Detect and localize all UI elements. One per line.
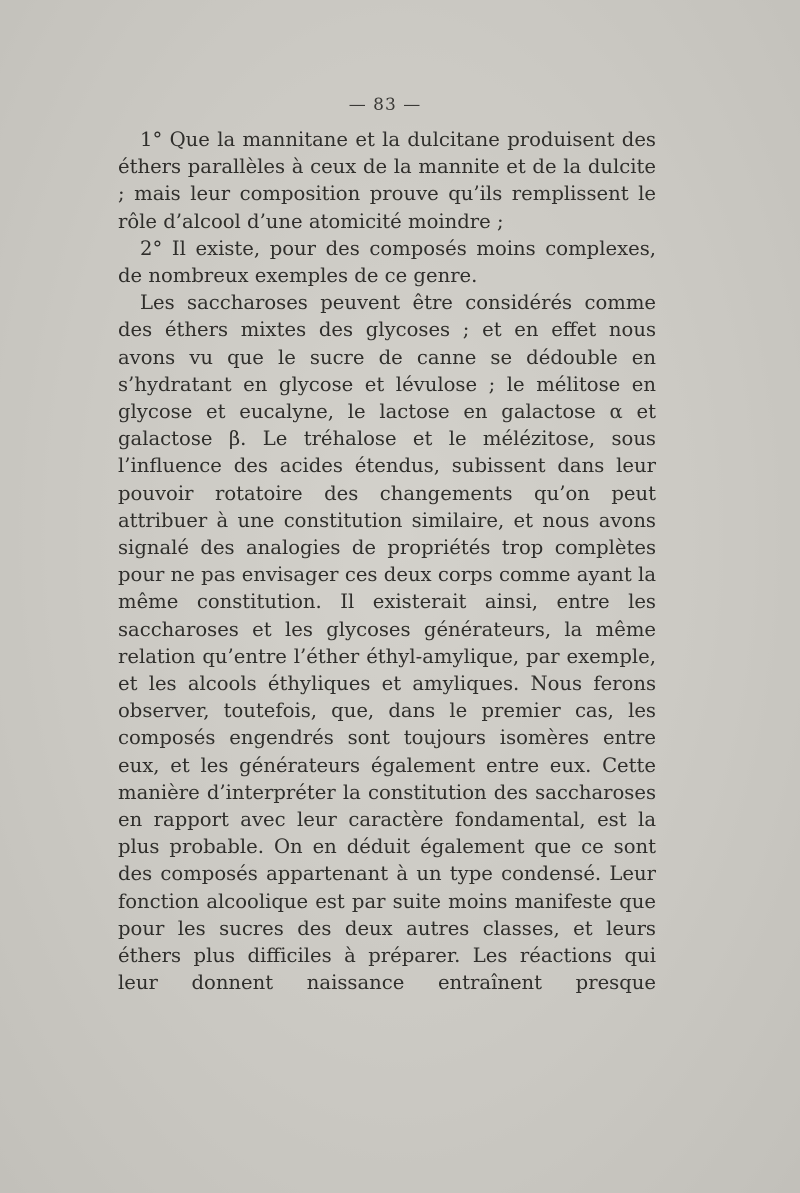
paragraph-1: 1° Que la mannitane et la dulcitane produisent des éthers parallèles à ceux de la mannite et de la dulcite ; mais leur composition prouve qu’ils remplissent le rôle d’alcool d’une atomicité moindre ;: [118, 128, 656, 233]
paragraph-3: Les saccharoses peuvent être considérés comme des éthers mixtes des glycoses ; et en effet nous avons vu que le sucre de canne se dédouble en s’hydratant en glycose et lévulose ; le mélitose en glycose et eucalyne, le lactose en galactose α et galactose β. Le tréhalose et le mélézitose, sous l’influence des acides étendus, subissent dans leur pouvoir rotatoire des changements qu’on peut attribuer à une constitution similaire, et nous avons signalé des analogies de propriétés trop complètes pour ne pas envisager ces deux corps comme ayant la même constitution. Il existerait ainsi, entre les saccharoses et les glycoses générateurs, la même relation qu’entre l’éther éthyl-amylique, par exemple, et les alcools éthyliques et amyliques. Nous ferons observer, toutefois, que, dans le premier cas, les composés engendrés sont toujours isomères entre eux, et les générateurs également entre eux. Cette manière d’interpréter la constitution des saccharoses en rapport avec leur caractère fondamental, est la plus probable. On en déduit également que ce sont des composés appartenant à un type condensé. Leur fonction alcoolique est par suite moins manifeste que pour les sucres des deux autres classes, et leurs éthers plus difficiles à préparer. Les réactions qui leur donnent naissance entraînent presque: [118, 291, 656, 995]
paragraph-2: 2° Il existe, pour des composés moins complexes, de nombreux exemples de ce genre.: [118, 236, 656, 288]
body-text: [118, 126, 656, 997]
page-number: — 83 —: [348, 95, 422, 115]
